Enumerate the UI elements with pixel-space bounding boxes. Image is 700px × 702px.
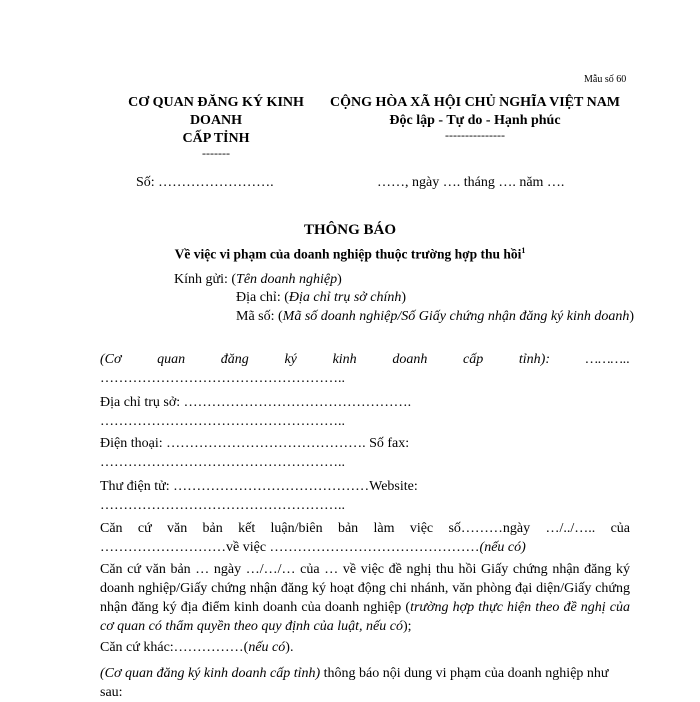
head-office-field <box>100 393 630 431</box>
address-close: ) <box>401 290 407 305</box>
recipient-line <box>174 272 342 288</box>
form-number: Mẫu số 60 <box>584 74 627 85</box>
basis-paragraph-3 <box>100 638 630 657</box>
code-label: Mã số: ( <box>236 309 283 324</box>
agency-level: CẤP TỈNH <box>182 131 250 146</box>
basis2-italic: trường hợp thực hiện theo đề nghị của cơ quan có thẩm quyền theo quy định của luật, nếu có <box>100 600 630 634</box>
basis1-line1: Căn cứ văn bản kết luận/biên bản làm việc số………ngày …/../….. của <box>100 521 630 536</box>
subtitle-text: Về việc vi phạm của doanh nghiệp thuộc trường hợp thu hồi <box>174 246 522 262</box>
agency-field-dots: …………………………………………….. <box>100 371 345 386</box>
agency-field-line <box>100 350 630 369</box>
notice-text: thông báo nội dung vi phạm của doanh nghiệp như sau: <box>100 666 609 700</box>
agency-divider: ------- <box>202 146 230 160</box>
recipient-code-line <box>236 308 636 326</box>
notice-paragraph <box>100 664 630 702</box>
basis2-text: Căn cứ văn bản … ngày …/…/… của … về việc đề nghị thu hồi Giấy chứng nhận đăng ký doanh nghiệp/Giấy chứng nhận đăng ký hoạt động chi nhánh, văn phòng đại diện/Giấy chứng nhận đăng ký địa điểm kinh doanh của doanh nghiệp ( <box>100 562 630 615</box>
place-date: ……, ngày …. tháng …. năm …. <box>377 175 565 190</box>
basis3-end: ). <box>285 640 294 655</box>
basis-paragraph-2 <box>100 560 630 636</box>
issuing-agency <box>106 94 326 158</box>
agency-field-text: (Cơ quan đăng ký kinh doanh cấp tỉnh): ……….. <box>100 352 630 367</box>
agency-field <box>100 350 630 388</box>
nation-name: CỘNG HÒA XÃ HỘI CHỦ NGHĨA VIỆT NAM <box>330 95 621 110</box>
email-website-line: Thư điện tử: ……………………………………Website: <box>100 479 418 494</box>
notice-agency: (Cơ quan đăng ký kinh doanh cấp tỉnh) <box>100 666 321 681</box>
address-label: Địa chỉ: ( <box>236 290 289 305</box>
code-value: Mã số doanh nghiệp/Số Giấy chứng nhận đăng ký kinh doanh <box>282 309 630 324</box>
nation-motto: Độc lập - Tự do - Hạnh phúc <box>389 113 561 128</box>
recipient-close: ) <box>337 272 342 287</box>
recipient-address-line <box>236 290 406 306</box>
recipient-name: Tên doanh nghiệp <box>236 272 338 287</box>
agency-name: CƠ QUAN ĐĂNG KÝ KINH DOANH <box>128 95 304 128</box>
national-header <box>330 94 620 140</box>
phone-fax-dots: …………………………………………….. <box>100 455 345 470</box>
basis1-line2 <box>100 538 630 557</box>
document-title: THÔNG BÁO <box>303 222 397 238</box>
basis1-if-any: (nếu có) <box>479 540 526 555</box>
basis3-text: Căn cứ khác:……………( <box>100 640 249 655</box>
document-number: Số: ……………………. <box>136 175 274 190</box>
phone-fax-field <box>100 434 630 472</box>
nation-divider: --------------- <box>445 128 505 142</box>
footnote-marker: 1 <box>521 246 526 255</box>
email-website-field <box>100 477 630 515</box>
basis3-italic: nếu có <box>248 640 286 655</box>
recipient-label: Kính gửi: ( <box>174 272 237 287</box>
basis2-end: ); <box>402 619 412 634</box>
email-website-dots: …………………………………………….. <box>100 498 345 513</box>
basis-paragraph-1 <box>100 519 630 557</box>
code-close: ) <box>629 309 635 324</box>
document-subtitle <box>0 246 700 263</box>
address-value: Địa chỉ trụ sở chính <box>288 290 402 305</box>
head-office-line: Địa chỉ trụ sở: …………………………………………. <box>100 395 412 410</box>
basis1-line2-text: ………………………về việc ……………………………………… <box>100 540 480 555</box>
head-office-dots: …………………………………………….. <box>100 414 345 429</box>
phone-fax-line: Điện thoại: ……………………………………. Số fax: <box>100 436 410 451</box>
